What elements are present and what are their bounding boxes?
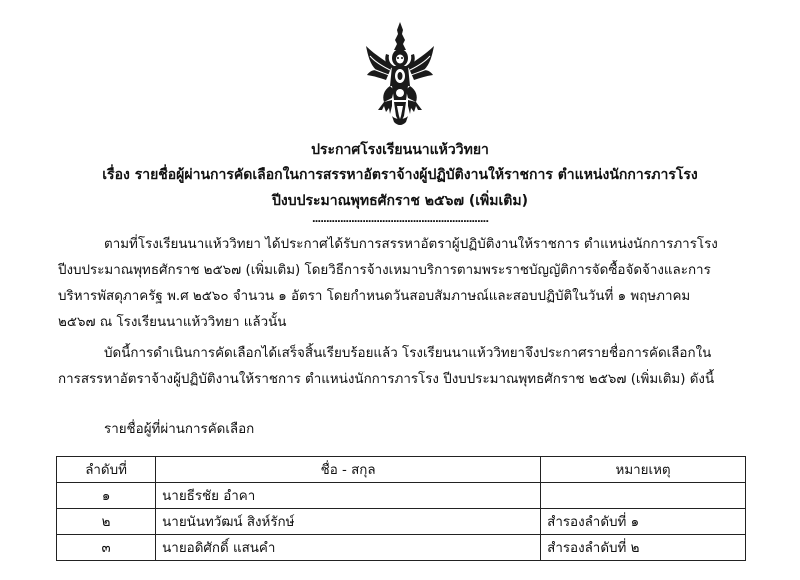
row-name: นายนันทวัฒน์ สิงห์รักษ์ [156, 509, 541, 535]
announcement-subject: เรื่อง รายชื่อผู้ผ่านการคัดเลือกในการสรรหาอัตราจ้างผู้ปฏิบัติงานให้ราชการ ตำแหน่งนักการภารโรง [102, 167, 698, 183]
row-remark: สำรองลำดับที่ ๒ [541, 535, 746, 561]
paragraph1-line2: ปีงบประมาณพุทธศักราช ๒๕๖๗ (เพิ่มเติม) โดยวิธีการจ้างเหมาบริการตามพระราชบัญญัติการจัดซื้อจัดจ้างและการ [58, 263, 711, 278]
header-name: ชื่อ - สกุล [156, 457, 541, 483]
row-name: นายอดิศักดิ์ แสนคำ [156, 535, 541, 561]
row-remark: สำรองลำดับที่ ๑ [541, 509, 746, 535]
table-row [57, 509, 746, 535]
selected-candidates-table [56, 456, 746, 561]
list-title: รายชื่อผู้ที่ผ่านการคัดเลือก [104, 422, 255, 437]
table-row [57, 483, 746, 509]
row-name: นายธีรชัย อำคา [156, 483, 541, 509]
dotted-separator: ............................................................... [311, 214, 489, 225]
table-row [57, 535, 746, 561]
paragraph1-line4: ๒๕๖๗ ณ โรงเรียนนาแห้ววิทยา แล้วนั้น [58, 315, 287, 330]
table-header-row [57, 457, 746, 483]
paragraph1-line3: บริหารพัสดุภาครัฐ พ.ศ ๒๕๖๐ จำนวน ๑ อัตรา โดยกำหนดวันสอบสัมภาษณ์และสอบปฏิบัติในวันที่ ๑ พฤษภาคม [58, 289, 691, 304]
garuda-emblem-icon [362, 20, 438, 128]
row-remark [541, 483, 746, 509]
paragraph2-line1: บัดนี้การดำเนินการคัดเลือกได้เสร็จสิ้นเรียบร้อยแล้ว โรงเรียนนาแห้ววิทยาจึงประกาศรายชื่อการคัดเลือกใน [104, 346, 712, 361]
row-order: ๒ [57, 509, 156, 535]
announcement-title: ประกาศโรงเรียนนาแห้ววิทยา [311, 142, 489, 158]
header-order: ลำดับที่ [57, 457, 156, 483]
paragraph1-line1: ตามที่โรงเรียนนาแห้ววิทยา ได้ประกาศได้รับการสรรหาอัตราผู้ปฏิบัติงานให้ราชการ ตำแหน่งนักการภารโรง [104, 237, 718, 252]
announcement-fiscal-year: ปีงบประมาณพุทธศักราช ๒๕๖๗ (เพิ่มเติม) [272, 193, 528, 209]
paragraph2-line2: การสรรหาอัตราจ้างผู้ปฏิบัติงานให้ราชการ ตำแหน่งนักการภารโรง ปีงบประมาณพุทธศักราช ๒๕๖๗ (เพิ่มเติม) ดังนี้ [58, 372, 715, 387]
header-remark: หมายเหตุ [541, 457, 746, 483]
row-order: ๑ [57, 483, 156, 509]
row-order: ๓ [57, 535, 156, 561]
